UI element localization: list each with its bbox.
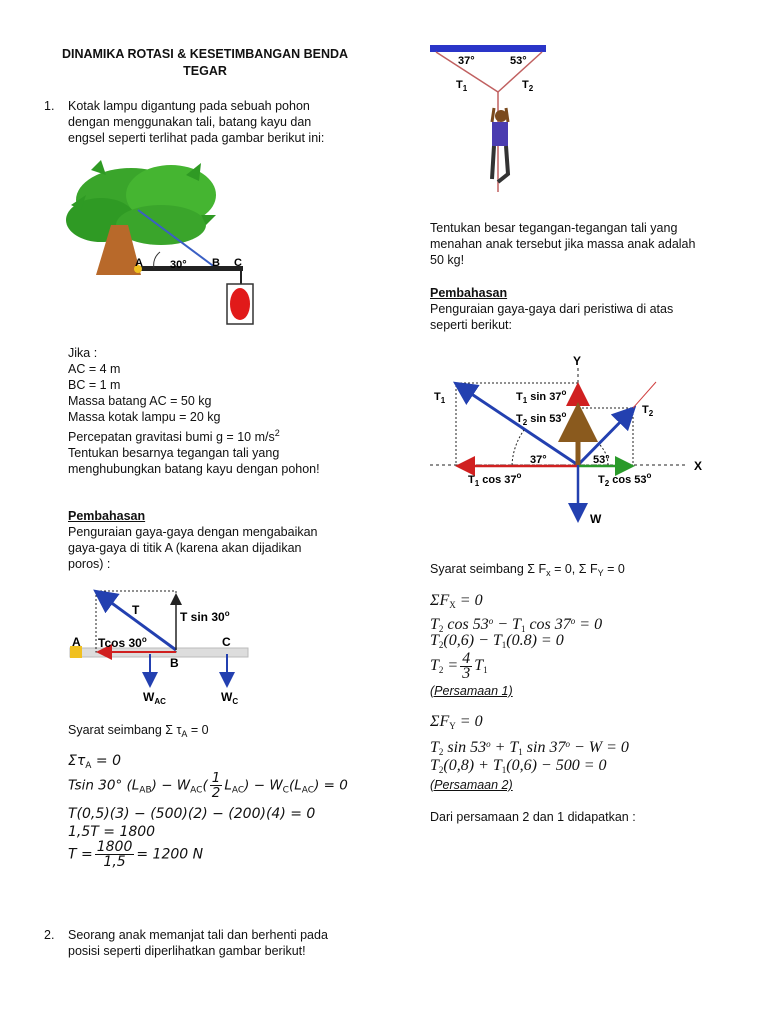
- given-line: AC = 4 m: [68, 362, 121, 376]
- given-line: Jika :: [68, 346, 98, 360]
- climbing-child-figure: [428, 44, 550, 194]
- explain-line: poros) :: [68, 557, 111, 571]
- q1-text: [68, 98, 368, 146]
- q2-number: 2.: [44, 928, 55, 942]
- q1-eq5: T = $\frac{1800}{1,5}$ = 1200 N: [68, 839, 204, 870]
- page-title: [40, 46, 370, 80]
- q2-line: posisi seperti diperlihatkan gambar berikut!: [68, 944, 306, 958]
- label-37: 37°: [530, 454, 547, 466]
- given-line: BC = 1 m: [68, 378, 121, 392]
- ask-line: 50 kg!: [430, 253, 465, 267]
- fy-eq3: $T_2(0,8) + T_1(0,6) - 500 = 0$: [430, 757, 607, 775]
- label-T: T: [132, 603, 140, 617]
- q1-eq4: 1,5T = 1800: [68, 824, 156, 840]
- fy-eq2: $T_2$ $\sin 53^o + T_1$ $\sin 37^o - W = 0$: [430, 739, 629, 757]
- fy-eq1: $\Sigma F_Y = 0$: [430, 713, 483, 731]
- gravity-line: Percepatan gravitasi bumi g = 10 $m/s^2$: [68, 428, 280, 444]
- given-line: Massa kotak lampu = 20 kg: [68, 410, 221, 424]
- q1-given: [68, 345, 378, 477]
- tree-foliage: [66, 160, 216, 245]
- q1-eq2: Tsin 30° $(L_{AB}) - W_{AC}$( $\frac{1}{2}$ $L_{AC}) - W_C(L_{AC}) = 0$: [68, 770, 348, 801]
- explain-line: Penguraian gaya-gaya dengan mengabaikan: [68, 525, 318, 539]
- label-wac: $W_{AC}$: [143, 690, 166, 706]
- ask-line: menahan anak tersebut jika massa anak adalah: [430, 237, 696, 251]
- q2-pembahasan: Pembahasan: [430, 286, 508, 300]
- label-B: B: [170, 656, 179, 670]
- ask-line: Tentukan besar tegangan-tegangan tali yang: [430, 221, 678, 235]
- fig-label-C: C: [234, 257, 242, 269]
- label-X: X: [694, 459, 703, 473]
- q1-eq1: $\Sigma\tau_A = 0$: [68, 753, 121, 771]
- fx-eq2: $T_2$ $\cos 53^o - T_1$ $\cos 37^o = 0$: [430, 616, 603, 634]
- fx-eq1: $\Sigma F_X = 0$: [430, 592, 483, 610]
- q2-text: [68, 927, 378, 959]
- label-A: A: [72, 635, 81, 649]
- label-T2: $T_2$: [522, 79, 534, 93]
- fig-label-A: A: [135, 257, 143, 269]
- label-t1cos: $T_1$ cos 37$^o$: [468, 471, 522, 488]
- ceiling-bar: [430, 45, 546, 52]
- label-t1sin: $T_1$ sin 37$^o$: [516, 388, 567, 405]
- label-T2: $T_2$: [642, 404, 654, 418]
- tree-lamp-figure: [66, 160, 266, 330]
- q1-syarat: Syarat seimbang Σ $\tau_A = 0$: [68, 723, 209, 739]
- q2-result: Dari persamaan 2 dan 1 didapatkan :: [430, 810, 636, 824]
- given-line: Massa batang AC = 50 kg: [68, 394, 212, 408]
- fig-label-B: B: [212, 257, 220, 269]
- fx-eq4: $T_2$ = $\frac{4}{3}$ $T_1$: [430, 650, 488, 682]
- fig-angle: 30°: [170, 259, 187, 271]
- ask-line: Tentukan besarnya tegangan tali yang: [68, 446, 280, 460]
- q1-line: engsel seperti terlihat pada gambar berikut ini:: [68, 131, 325, 145]
- q1-explain: [68, 524, 378, 572]
- persamaan-1: (Persamaan 1): [430, 684, 513, 698]
- q1-pembahasan: Pembahasan: [68, 509, 146, 523]
- label-t2cos: $T_2$ cos 53$^o$: [598, 471, 652, 488]
- ask-line: menghubungkan batang kayu dengan pohon!: [68, 462, 320, 476]
- force-resolution-diagram: [428, 348, 718, 528]
- q1-eq3: T(0,5)(3) − (500)(2) − (200)(4) = 0: [68, 806, 316, 822]
- angle-53: 53°: [510, 55, 527, 67]
- label-W: W: [590, 512, 602, 526]
- title-line-2: TEGAR: [183, 64, 227, 78]
- label-t2sin: $T_2$ sin 53$^o$: [516, 410, 567, 427]
- label-wc: $W_C$: [221, 690, 239, 706]
- label-tsin: T sin 30$^o$: [180, 609, 230, 624]
- lamp: [230, 288, 250, 320]
- beam-force-diagram: [64, 584, 254, 709]
- label-53: 53°: [593, 454, 610, 466]
- q2-explain: [430, 301, 760, 333]
- label-T1: $T_1$: [434, 391, 446, 405]
- q1-line: Kotak lampu digantung pada sebuah pohon: [68, 99, 310, 113]
- q2-ask: [430, 220, 760, 268]
- label-C: C: [222, 635, 231, 649]
- fx-eq3: $T_2(0,6) - T_1(0.8) = 0$: [430, 632, 564, 650]
- explain-line: seperti berikut:: [430, 318, 512, 332]
- q1-number: 1.: [44, 99, 55, 113]
- label-T1: $T_1$: [456, 79, 468, 93]
- label-tcos: Tcos 30$^o$: [98, 635, 147, 650]
- q2-syarat: Syarat seimbang Σ $F_x = 0$, Σ $F_Y = 0$: [430, 562, 625, 578]
- child: [492, 108, 508, 182]
- q2-line: Seorang anak memanjat tali dan berhenti pada: [68, 928, 328, 942]
- angle-37: 37°: [458, 55, 475, 67]
- title-line-1: DINAMIKA ROTASI & KESETIMBANGAN BENDA: [61, 47, 349, 61]
- q1-line: dengan menggunakan tali, batang kayu dan: [68, 115, 312, 129]
- label-Y: Y: [573, 354, 582, 368]
- explain-line: gaya-gaya di titik A (karena akan dijadikan: [68, 541, 302, 555]
- explain-line: Penguraian gaya-gaya dari peristiwa di atas: [430, 302, 674, 316]
- persamaan-2: (Persamaan 2): [430, 778, 513, 792]
